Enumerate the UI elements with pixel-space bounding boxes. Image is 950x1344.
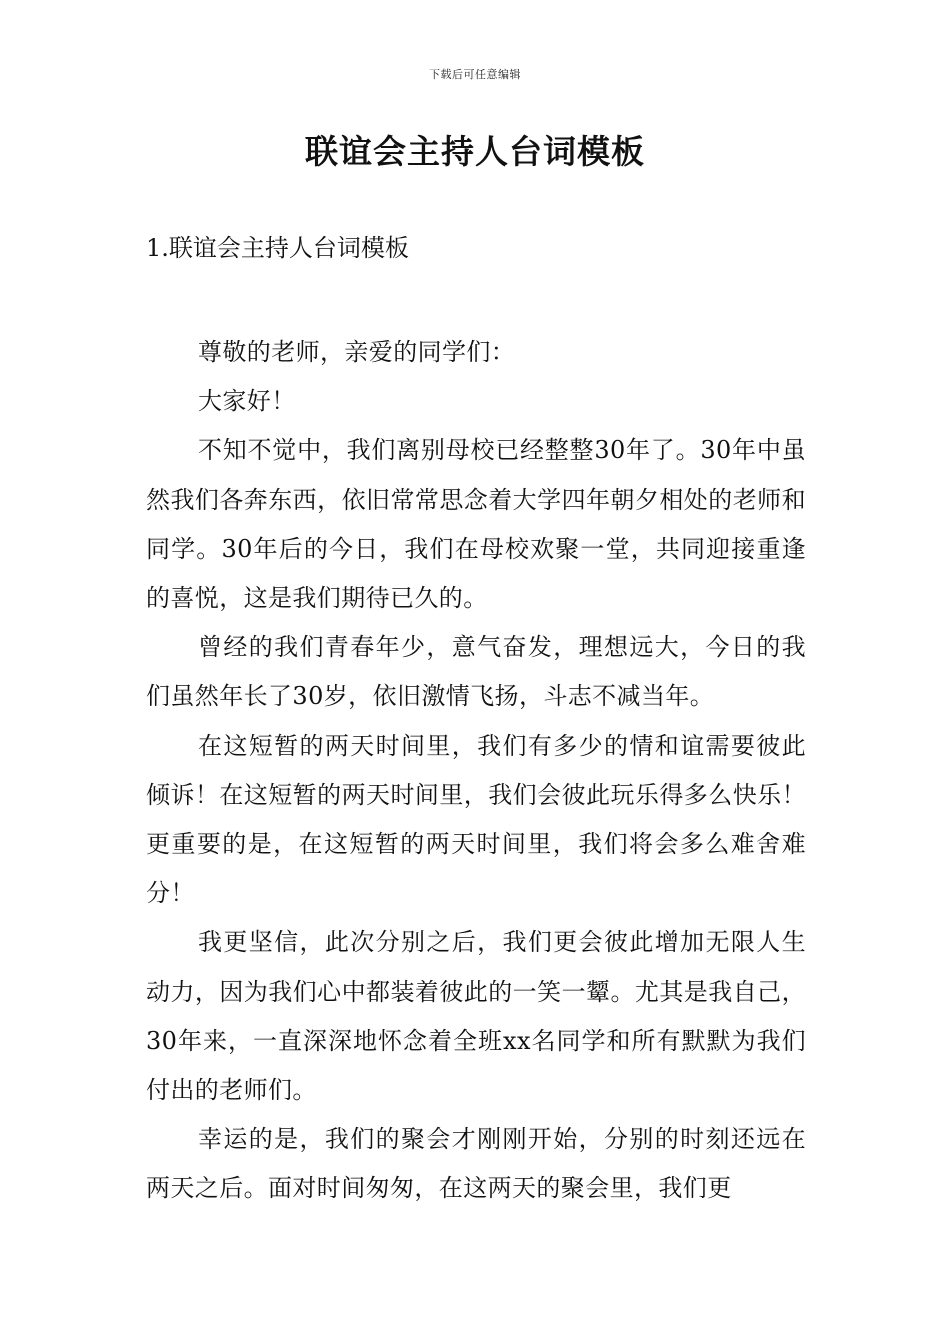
paragraph: 曾经的我们青春年少，意气奋发，理想远大，今日的我们虽然年长了30岁，依旧激情飞扬，斗志不减当年。 [146,633,806,711]
paragraph: 我更坚信，此次分别之后，我们更会彼此增加无限人生动力，因为我们心中都装着彼此的一笑一颦。尤其是我自己，30年来，一直深深地怀念着全班xx名同学和所有默默为我们付出的老师们。 [146,928,806,1105]
document-body [146,328,806,1214]
paragraph: 在这短暂的两天时间里，我们有多少的情和谊需要彼此倾诉！在这短暂的两天时间里，我们会彼此玩乐得多么快乐！更重要的是，在这短暂的两天时间里，我们将会多么难舍难分！ [146,731,806,908]
section-heading: 1.联谊会主持人台词模板 [146,234,409,262]
paragraph: 不知不觉中，我们离别母校已经整整30年了。30年中虽然我们各奔东西，依旧常常思念着大学四年朝夕相处的老师和同学。30年后的今日，我们在母校欢聚一堂，共同迎接重逢的喜悦，这是我们期待已久的。 [146,436,806,613]
header-note: 下载后可任意编辑 [429,68,521,81]
document-title: 联谊会主持人台词模板 [305,132,645,171]
paragraph: 大家好！ [198,387,296,416]
paragraph: 幸运的是，我们的聚会才刚刚开始，分别的时刻还远在两天之后。面对时间匆匆，在这两天的聚会里，我们更 [146,1125,806,1203]
paragraph: 尊敬的老师，亲爱的同学们： [198,338,516,366]
